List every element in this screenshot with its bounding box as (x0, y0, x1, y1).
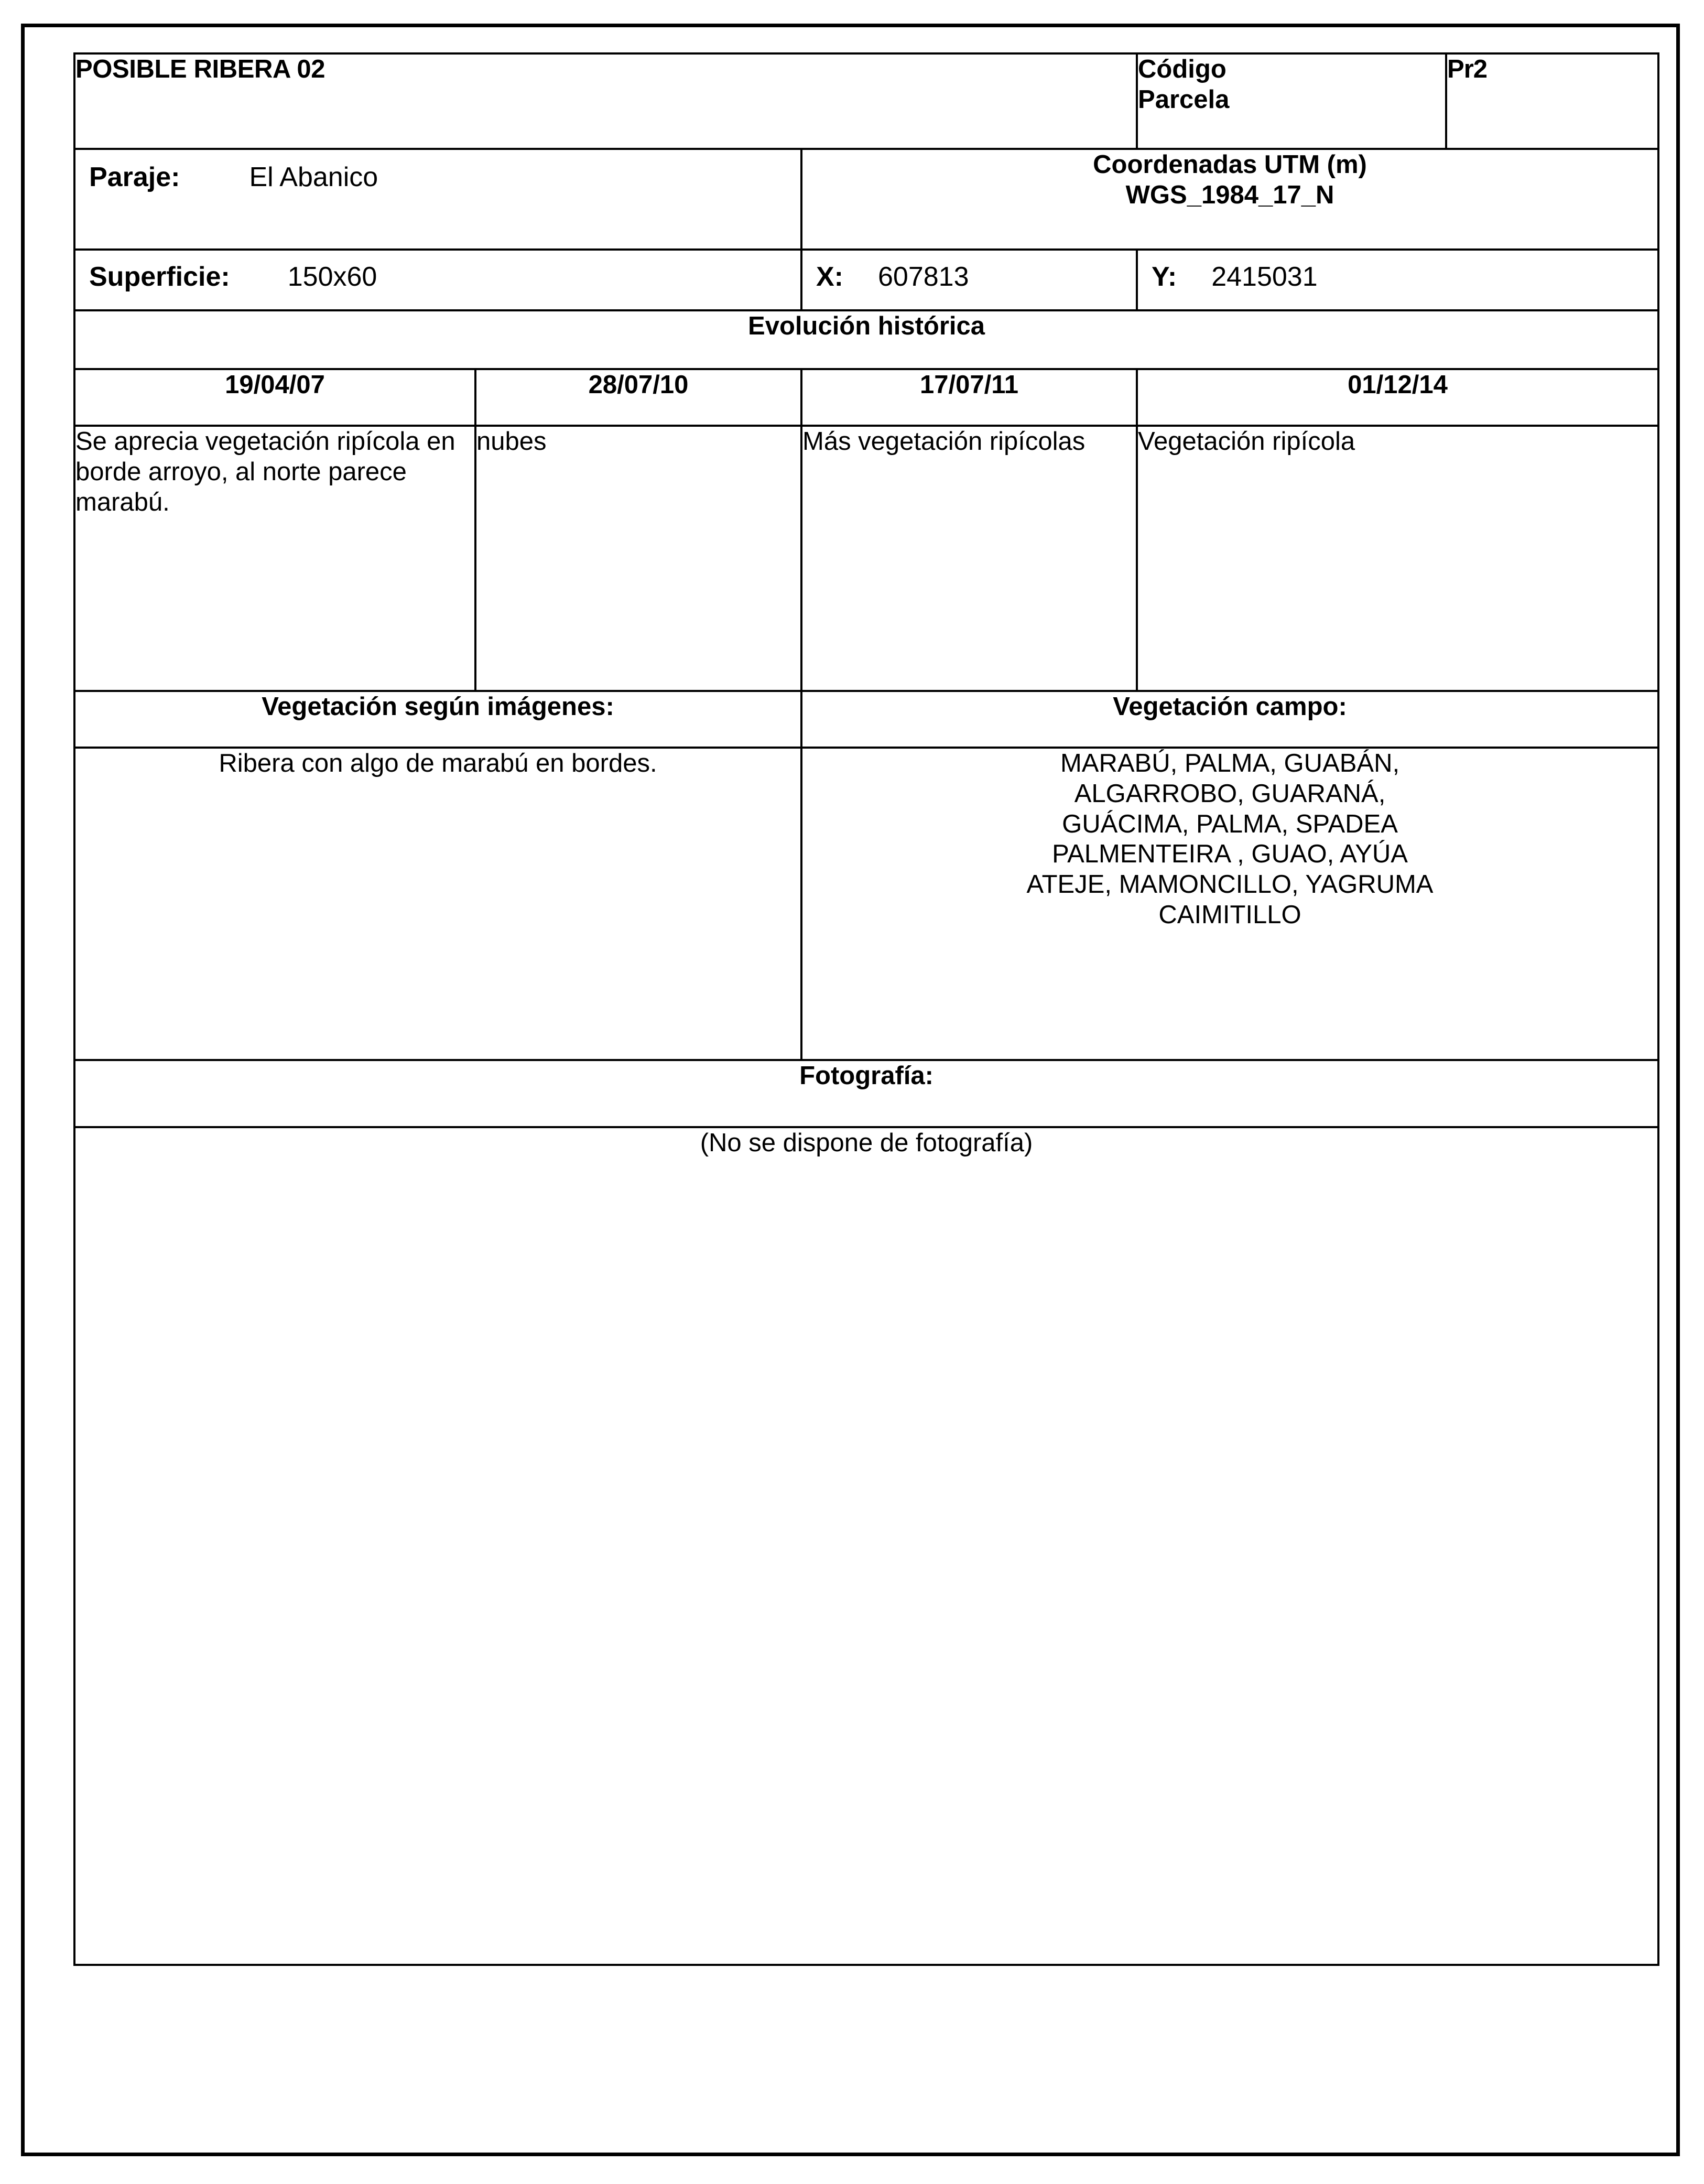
parcel-data-sheet (73, 52, 1659, 1966)
evolution-date-1: 19/04/07 (74, 369, 475, 426)
coord-title-line2: WGS_1984_17_N (1125, 180, 1334, 209)
vegetation-campo-line: MARABÚ, PALMA, GUABÁN, (1060, 749, 1400, 777)
paraje-row (74, 149, 1658, 250)
vegetation-campo-list (801, 748, 1658, 1060)
vegetation-campo-line: PALMENTEIRA , GUAO, AYÚA (1052, 840, 1408, 869)
photo-body-row (74, 1127, 1658, 1965)
vegetation-campo-line: CAIMITILLO (1158, 901, 1301, 929)
vegetation-header-row (74, 691, 1658, 748)
vegetation-campo-header: Vegetación campo: (801, 691, 1658, 748)
evolution-section-title: Evolución histórica (74, 310, 1658, 369)
paraje-cell (74, 149, 801, 250)
coord-title-line1: Coordenadas UTM (m) (1093, 150, 1367, 179)
x-label: X: (816, 262, 843, 292)
superficie-row (74, 250, 1658, 310)
evolution-date-3: 17/07/11 (801, 369, 1137, 426)
vegetation-campo-line: GUÁCIMA, PALMA, SPADEA (1062, 809, 1398, 838)
evolution-notes-row (74, 426, 1658, 691)
evolution-date-2: 28/07/10 (475, 369, 801, 426)
page-title: POSIBLE RIBERA 02 (74, 53, 1137, 149)
evolution-date-4: 01/12/14 (1137, 369, 1658, 426)
evolution-header-row (74, 310, 1658, 369)
superficie-cell (74, 250, 801, 310)
evolution-note-3: Más vegetación ripícolas (801, 426, 1137, 691)
y-coordinate-cell (1137, 250, 1658, 310)
vegetation-body-row (74, 748, 1658, 1060)
y-value: 2415031 (1211, 262, 1318, 292)
header-row (74, 53, 1658, 149)
codigo-label-line1: Código (1138, 55, 1227, 83)
superficie-label: Superficie: (89, 262, 230, 292)
codigo-label-line2: Parcela (1138, 85, 1230, 114)
photo-placeholder-text: (No se dispone de fotografía) (74, 1127, 1658, 1965)
vegetation-campo-line: ATEJE, MAMONCILLO, YAGRUMA (1026, 870, 1434, 899)
evolution-note-4: Vegetación ripícola (1137, 426, 1658, 691)
photo-header-row (74, 1060, 1658, 1127)
superficie-value: 150x60 (287, 262, 377, 292)
x-coordinate-cell (801, 250, 1137, 310)
evolution-note-1: Se aprecia vegetación ripícola en borde arroyo, al norte parece marabú. (74, 426, 475, 691)
photo-section-title: Fotografía: (74, 1060, 1658, 1127)
codigo-parcela-value: Pr2 (1446, 53, 1658, 149)
vegetation-images-header: Vegetación según imágenes: (74, 691, 801, 748)
vegetation-images-text: Ribera con algo de marabú en bordes. (74, 748, 801, 1060)
vegetation-campo-line: ALGARROBO, GUARANÁ, (1074, 779, 1386, 808)
codigo-parcela-label (1137, 53, 1446, 149)
evolution-dates-row (74, 369, 1658, 426)
coordinates-title (801, 149, 1658, 250)
y-label: Y: (1152, 262, 1177, 292)
evolution-note-2: nubes (475, 426, 801, 691)
paraje-label: Paraje: (89, 162, 180, 192)
x-value: 607813 (878, 262, 969, 292)
paraje-value: El Abanico (249, 162, 378, 192)
